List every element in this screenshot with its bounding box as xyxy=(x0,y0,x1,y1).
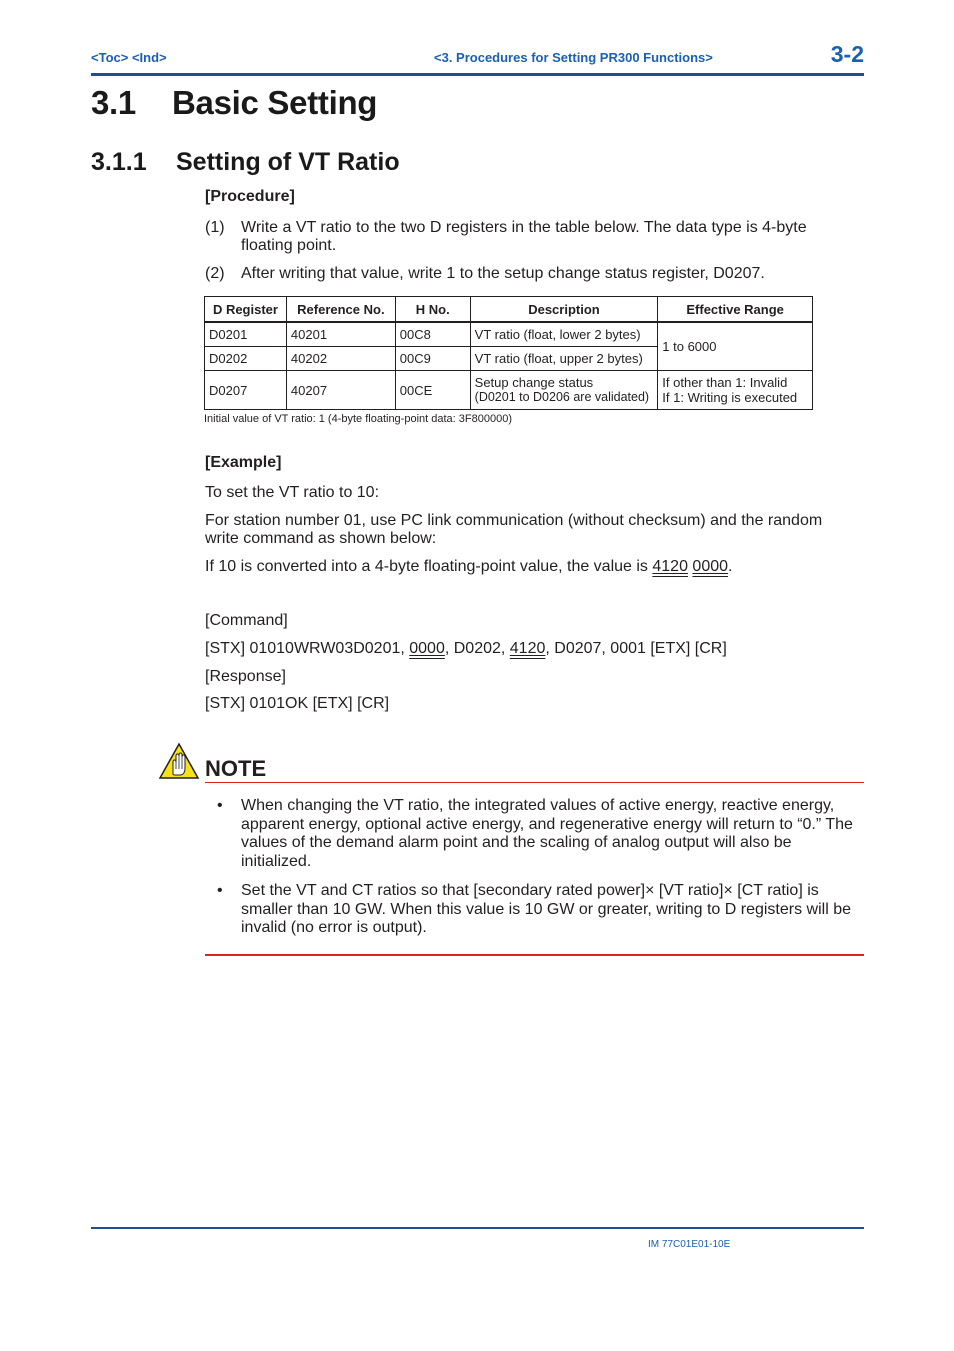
column-header: Effective Range xyxy=(658,297,813,323)
procedure-heading: [Procedure] xyxy=(205,188,295,205)
example-line: For station number 01, use PC link communication (without checksum) and the random write command as shown below: xyxy=(205,512,823,547)
table-caption: Initial value of VT ratio: 1 (4-byte floating-point data: 3F800000) xyxy=(204,413,512,425)
step-text: After writing that value, write 1 to the setup change status register, D0207. xyxy=(241,265,765,282)
command-label: [Command] xyxy=(205,612,288,629)
table-cell: 40202 xyxy=(286,347,395,371)
register-table xyxy=(204,296,813,410)
section-heading xyxy=(91,84,377,122)
toc-link[interactable]: <Toc> xyxy=(91,50,129,65)
table-cell xyxy=(658,371,813,410)
table-cell: 1 to 6000 xyxy=(658,322,813,371)
column-header: Reference No. xyxy=(286,297,395,323)
ind-link[interactable]: <Ind> xyxy=(131,50,167,65)
table-cell: D0201 xyxy=(205,322,287,347)
text-segment: , D0202, xyxy=(444,640,510,657)
subsection-heading xyxy=(91,148,400,177)
header-rule xyxy=(91,73,864,76)
caution-hand-icon xyxy=(158,742,200,785)
note-title: NOTE xyxy=(205,756,267,781)
table-cell: VT ratio (float, lower 2 bytes) xyxy=(470,322,658,347)
subsection-title: Setting of VT Ratio xyxy=(176,148,400,176)
section-number: 3.1 xyxy=(91,84,136,121)
table-cell: 00C8 xyxy=(395,322,470,347)
header-nav xyxy=(91,50,167,65)
example-line: To set the VT ratio to 10: xyxy=(205,484,380,501)
column-header: Description xyxy=(470,297,658,323)
column-header: D Register xyxy=(205,297,287,323)
upper-word-value: 4120 xyxy=(652,558,688,575)
cell-line: If other than 1: Invalid xyxy=(662,375,788,390)
table-row xyxy=(205,322,813,347)
procedure-step xyxy=(205,219,855,255)
table-row xyxy=(205,371,813,410)
lower-word-value: 0000 xyxy=(692,558,729,575)
example-heading: [Example] xyxy=(205,454,282,471)
table-cell: VT ratio (float, upper 2 bytes) xyxy=(470,347,658,371)
table-cell: D0202 xyxy=(205,347,287,371)
text-segment: . xyxy=(728,558,733,575)
note-bottom-rule xyxy=(205,954,864,956)
table-header-row xyxy=(205,297,813,323)
example-conversion-line xyxy=(205,558,855,576)
section-title: Basic Setting xyxy=(172,84,378,121)
bullet-marker: • xyxy=(217,797,223,814)
text-segment: If 10 is converted into a 4-byte floating-point value, the value is xyxy=(205,558,653,575)
text-segment: , D0207, 0001 [ETX] [CR] xyxy=(545,640,727,657)
subsection-number: 3.1.1 xyxy=(91,148,147,176)
chapter-link[interactable]: <3. Procedures for Setting PR300 Functions> xyxy=(434,50,713,65)
lower-word-value: 0000 xyxy=(409,640,445,657)
table-cell: 40201 xyxy=(286,322,395,347)
response-label: [Response] xyxy=(205,668,286,685)
note-top-rule xyxy=(205,782,864,783)
note-item xyxy=(205,882,864,938)
cell-line: (D0201 to D0206 are validated) xyxy=(474,390,650,404)
procedure-step xyxy=(205,265,855,283)
table-cell: D0207 xyxy=(205,371,287,410)
step-number: (2) xyxy=(205,265,225,282)
page-number: 3-2 xyxy=(830,41,864,67)
bullet-marker: • xyxy=(217,882,223,899)
table-cell: 00CE xyxy=(395,371,470,410)
table-cell: 00C9 xyxy=(395,347,470,371)
document-id: IM 77C01E01-10E xyxy=(648,1239,731,1250)
text-segment: [STX] 01010WRW03D0201, xyxy=(205,640,410,657)
cell-line: Setup change status xyxy=(474,375,594,390)
step-text: Write a VT ratio to the two D registers in the table below. The data type is 4-byte floating point. xyxy=(241,219,807,254)
column-header: H No. xyxy=(395,297,470,323)
table-cell: 40207 xyxy=(286,371,395,410)
note-item-text: When changing the VT ratio, the integrated values of active energy, reactive energy, apparent energy, optional active energy, and regenerative energy will return to “0.” The values of the demand alarm point and the scaling of analog output will also be initialized. xyxy=(241,797,853,870)
note-item-text: Set the VT and CT ratios so that [secondary rated power]× [VT ratio]× [CT ratio] is smaller than 10 GW. When this value is 10 GW or greater, writing to D registers will be invalid (no error is output). xyxy=(241,882,852,936)
table-cell xyxy=(470,371,658,410)
footer-rule xyxy=(91,1227,864,1229)
step-number: (1) xyxy=(205,219,225,236)
upper-word-value: 4120 xyxy=(509,640,546,657)
note-item xyxy=(205,797,864,871)
command-line xyxy=(205,640,855,658)
response-line: [STX] 0101OK [ETX] [CR] xyxy=(205,695,390,712)
cell-line: If 1: Writing is executed xyxy=(662,390,798,405)
